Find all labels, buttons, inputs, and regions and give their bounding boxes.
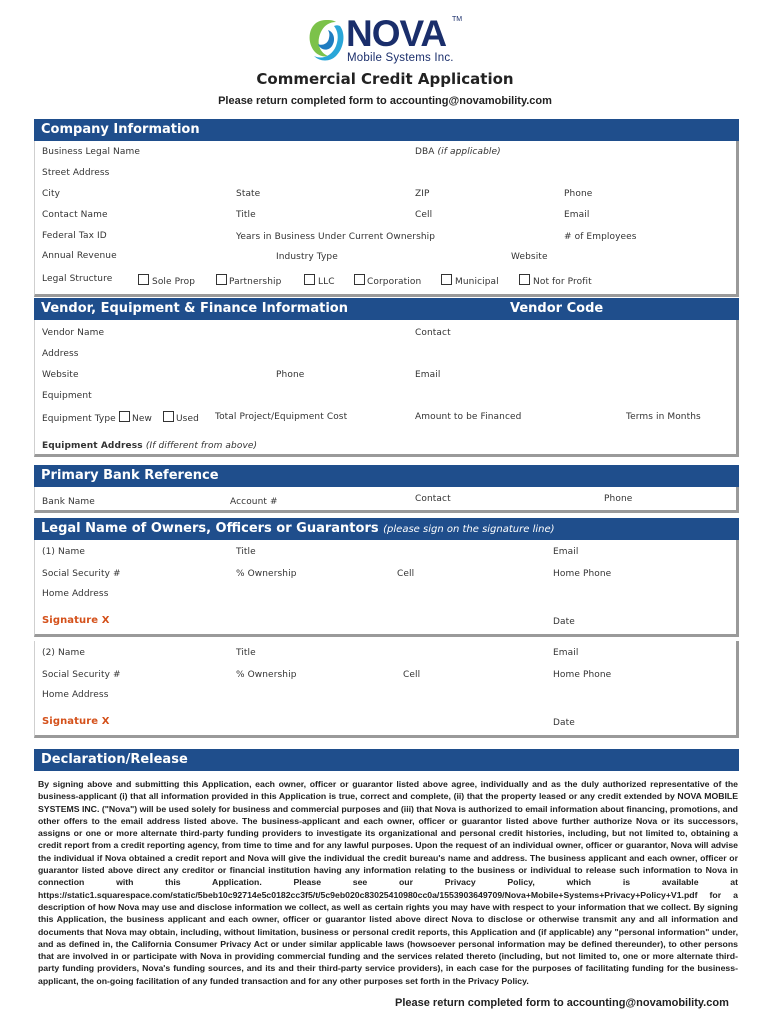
vendor-code-label: Vendor Code	[510, 301, 604, 316]
contact-title-field[interactable]: Title	[236, 210, 256, 220]
owner-2-name-field[interactable]: (2) Name	[42, 648, 85, 658]
declaration-footer: Please return completed form to accounting@novamobility.com	[395, 997, 729, 1009]
equipment-type-label: Equipment Type	[42, 414, 116, 424]
owner-2-date-field[interactable]: Date	[553, 718, 575, 728]
nova-swirl-icon	[306, 16, 346, 64]
company-section	[34, 141, 739, 297]
new-label: New	[132, 414, 152, 424]
bank-phone-field[interactable]: Phone	[604, 494, 633, 504]
bank-name-field[interactable]: Bank Name	[42, 497, 95, 507]
page-subtitle: Please return completed form to accounting@novamobility.com	[218, 95, 552, 107]
owner-2-section	[34, 641, 739, 738]
vendor-section	[34, 320, 739, 457]
years-in-business-field[interactable]: Years in Business Under Current Ownership	[236, 232, 436, 242]
owner-2-cell-field[interactable]: Cell	[403, 670, 421, 680]
owner-1-name-field[interactable]: (1) Name	[42, 547, 85, 557]
owners-section-title: Legal Name of Owners, Officers or Guarantors	[41, 521, 384, 536]
vendor-name-field[interactable]: Vendor Name	[42, 328, 105, 338]
owner-2-signature-field[interactable]: Signature X	[42, 716, 110, 727]
contact-cell-field[interactable]: Cell	[415, 210, 433, 220]
equipment-address-note: (If different from above)	[145, 441, 258, 451]
sole-prop-checkbox[interactable]	[138, 274, 149, 285]
page-title: Commercial Credit Application	[256, 70, 514, 88]
equipment-address-label: Equipment Address	[42, 441, 146, 451]
contact-email-field[interactable]: Email	[564, 210, 590, 220]
terms-field[interactable]: Terms in Months	[626, 412, 701, 422]
logo-trademark: TM	[452, 16, 463, 23]
corporation-label: Corporation	[367, 277, 422, 287]
owners-section-note: (please sign on the signature line)	[383, 524, 555, 535]
owner-1-date-field[interactable]: Date	[553, 617, 575, 627]
partnership-checkbox[interactable]	[216, 274, 227, 285]
legal-structure-label: Legal Structure	[42, 274, 113, 284]
vendor-website-field[interactable]: Website	[42, 370, 79, 380]
bank-contact-field[interactable]: Contact	[415, 494, 451, 504]
vendor-phone-field[interactable]: Phone	[276, 370, 305, 380]
owners-section-header	[34, 518, 739, 540]
owner-2-title-field[interactable]: Title	[236, 648, 256, 658]
city-field[interactable]: City	[42, 189, 61, 199]
used-checkbox[interactable]	[163, 411, 174, 422]
federal-tax-id-field[interactable]: Federal Tax ID	[42, 231, 107, 241]
vendor-email-field[interactable]: Email	[415, 370, 441, 380]
llc-label: LLC	[318, 277, 335, 287]
owner-1-ownership-field[interactable]: % Ownership	[236, 569, 297, 579]
declaration-text: By signing above and submitting this Application, each owner, officer or guarantor listed above agree, individually and as the duly authorized representative of the business-applicant (i) that all information provided in this Application is true, correct and complete, (ii) that the property leased or any credit extended by NOVA MOBILE SYSTEMS INC. ("Nova") will be used solely for business and commercial purposes and (iii) that Nova is authorized to email information about financing, promotions, and other offers to the email address listed above. The business-applicant and each owner, officer or guarantor listed above further authorize Nova or its successors, assigns or one or more alternate third-party funding providers to investigate its organizational and personal credit histories, including, but not limited to, obtaining a credit report from a credit reporting agency, from time to time and for any lawful purposes. Upon the request of an individual owner, officer or guarantor, Nova will advise the individual if Nova obtained a credit report and Nova will give the individual the credit bureau's name and address. The business applicant and each owner, officer or guarantor listed above direct any creditor or financial institution having any information relating to the business or individual to release such information to Nova in connection with this Application. Please see our Privacy Policy, which is available at https://static1.squarespace.com/static/5beb10c92714e5c0182cc3f5/t/5c9eb020c83025410980cc0a/1553903649709/Nova+Mobile+Systems+Privacy+Policy+V1.pdf for a description of how Nova may use and disclose information we collect, as well as certain rights you may have with respect to your information that we collect. By signing this Application, the business applicant and each owner, officer or guarantor listed above direct Nova to disclose or otherwise transmit any and all information and documents that Nova may obtain, including, without limitation, business or personal credit reports, this Application and (if applicable) any "personal information" under, and as defined in, the California Consumer Privacy Act or under similar applicable laws (howsoever personal information may be defined thereunder), to other persons that are involved in or participate with Nova in providing commercial funding and the services related thereto (including, but not limited to, one or more alternate third-party funding providers, Nova's funding sources, and its and their third-party service providers), in each case for the purposes of facilitating funding for the business-applicant, the on-going facilitation of any funded transaction and for any other purposes set forth in the Privacy Policy.	[38, 779, 738, 986]
not-for-profit-checkbox[interactable]	[519, 274, 530, 285]
bank-account-field[interactable]: Account #	[230, 497, 278, 507]
vendor-contact-field[interactable]: Contact	[415, 328, 451, 338]
owner-2-email-field[interactable]: Email	[553, 648, 579, 658]
annual-revenue-field[interactable]: Annual Revenue	[42, 251, 117, 261]
website-field[interactable]: Website	[511, 252, 548, 262]
nova-logo	[306, 14, 466, 66]
contact-name-field[interactable]: Contact Name	[42, 210, 108, 220]
owner-2-ssn-field[interactable]: Social Security #	[42, 670, 121, 680]
owner-1-cell-field[interactable]: Cell	[397, 569, 415, 579]
vendor-section-header	[34, 298, 739, 320]
owner-1-email-field[interactable]: Email	[553, 547, 579, 557]
owner-2-ownership-field[interactable]: % Ownership	[236, 670, 297, 680]
amount-financed-field[interactable]: Amount to be Financed	[415, 412, 522, 422]
zip-field[interactable]: ZIP	[415, 189, 430, 199]
num-employees-field[interactable]: # of Employees	[564, 232, 637, 242]
llc-checkbox[interactable]	[304, 274, 315, 285]
owner-1-home-phone-field[interactable]: Home Phone	[553, 569, 612, 579]
logo-wordmark: NOVA	[346, 13, 447, 54]
owner-2-home-address-field[interactable]: Home Address	[42, 690, 109, 700]
equipment-field[interactable]: Equipment	[42, 391, 92, 401]
total-cost-field[interactable]: Total Project/Equipment Cost	[215, 412, 348, 422]
owner-1-section	[34, 540, 739, 637]
owner-1-title-field[interactable]: Title	[236, 547, 256, 557]
owner-1-home-address-field[interactable]: Home Address	[42, 589, 109, 599]
industry-type-field[interactable]: Industry Type	[276, 252, 338, 262]
corporation-checkbox[interactable]	[354, 274, 365, 285]
state-field[interactable]: State	[236, 189, 261, 199]
dba-field[interactable]	[415, 147, 501, 157]
municipal-label: Municipal	[455, 277, 499, 287]
business-legal-name-field[interactable]: Business Legal Name	[42, 147, 140, 157]
dba-label: DBA	[415, 147, 438, 157]
vendor-section-title: Vendor, Equipment & Finance Information	[41, 301, 348, 316]
vendor-address-field[interactable]: Address	[42, 349, 79, 359]
partnership-label: Partnership	[229, 277, 282, 287]
used-label: Used	[176, 414, 199, 424]
company-section-header: Company Information	[34, 119, 739, 141]
not-for-profit-label: Not for Profit	[533, 277, 592, 287]
declaration-section-header: Declaration/Release	[34, 749, 739, 771]
bank-section	[34, 487, 739, 513]
sole-prop-label: Sole Prop	[152, 277, 196, 287]
municipal-checkbox[interactable]	[441, 274, 452, 285]
equipment-address-field[interactable]	[42, 441, 257, 451]
new-checkbox[interactable]	[119, 411, 130, 422]
company-phone-field[interactable]: Phone	[564, 189, 593, 199]
street-address-field[interactable]: Street Address	[42, 168, 110, 178]
owner-1-signature-field[interactable]: Signature X	[42, 615, 110, 626]
logo-subtitle: Mobile Systems Inc.	[347, 52, 454, 64]
bank-section-header: Primary Bank Reference	[34, 465, 739, 487]
dba-note: (if applicable)	[437, 147, 501, 157]
owner-1-ssn-field[interactable]: Social Security #	[42, 569, 121, 579]
owner-2-home-phone-field[interactable]: Home Phone	[553, 670, 612, 680]
